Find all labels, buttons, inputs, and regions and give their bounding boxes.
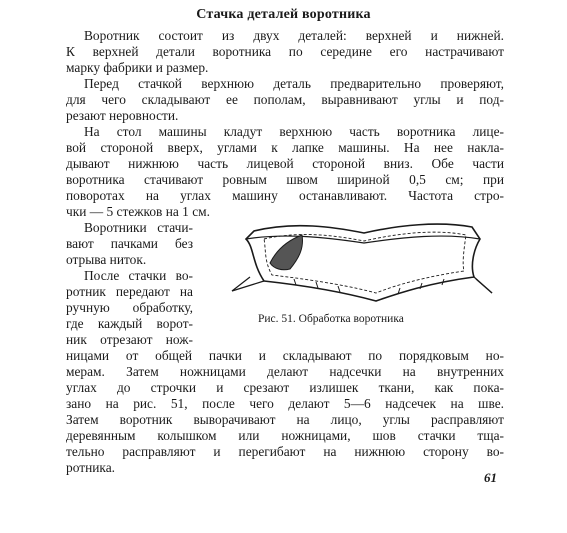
text-line: Затем воротник выворачивают на лицо, углы расправляют [66,412,504,427]
text-line: марку фабрики и размер. [66,60,209,75]
text-line: деревянным колышком или ножницами, шов стачки тща- [66,428,504,443]
text-line: ник отрезают нож- [66,332,193,347]
trimmed-corner [270,235,303,270]
text-line: где каждый ворот- [66,316,193,331]
text-line: воротника стачивают ровным швом шириной 0,5 см; при [66,172,504,187]
text-line: резают неровности. [66,108,179,123]
text-line: На стол машины кладут верхнюю часть воротника лице- [84,124,504,139]
text-line: ротник передают на [66,284,193,299]
text-line: для чего складывают ее пополам, выравнивают углы и под- [66,92,504,107]
text-line: ротника. [66,460,115,475]
text-line: Воротники стачи- [84,220,193,235]
text-line: отрыва ниток. [66,252,147,267]
figure-caption: Рис. 51. Обработка воротника [258,313,404,325]
section-title: Стачка деталей воротника [196,7,371,22]
text-line: Воротник состоит из двух деталей: верхней и нижней. [84,28,504,43]
corner-edge-left [232,281,264,291]
text-line: дывают нижнюю часть лицевой стороной вниз. Обе части [66,156,504,171]
text-line: тельно расправляют и перегибают на нижнюю сторону во- [66,444,504,459]
text-line: вают пачками без [66,236,193,251]
text-line: углах до строчки и срезают излишек ткани, как пока- [66,380,504,395]
collar-fold-line [246,236,480,243]
text-line: поворотах на углах машину останавливают. Частота стро- [66,188,504,203]
text-line: вой стороной вверх, углами к лапке машины. На нее накла- [66,140,504,155]
text-line: После стачки во- [84,268,193,283]
text-line: мерам. Затем ножницами делают надсечки на внутренних [66,364,504,379]
page-number: 61 [484,470,497,485]
text-line: ручную обработку, [66,300,193,315]
collar-figure [224,213,498,319]
text-line: Перед стачкой верхнюю деталь предварительно проверяют, [84,76,504,91]
corner-cut-left [232,277,250,291]
text-line: зано на рис. 51, после чего делают 5—6 надсечек на шве. [66,396,504,411]
text-line: К верхней детали воротника по середине его настрачивают [66,44,504,59]
corner-edge-right [474,277,492,293]
text-line: ницами от общей пачки и складывают по порядковым но- [66,348,504,363]
text-line: чки — 5 стежков на 1 см. [66,204,210,219]
